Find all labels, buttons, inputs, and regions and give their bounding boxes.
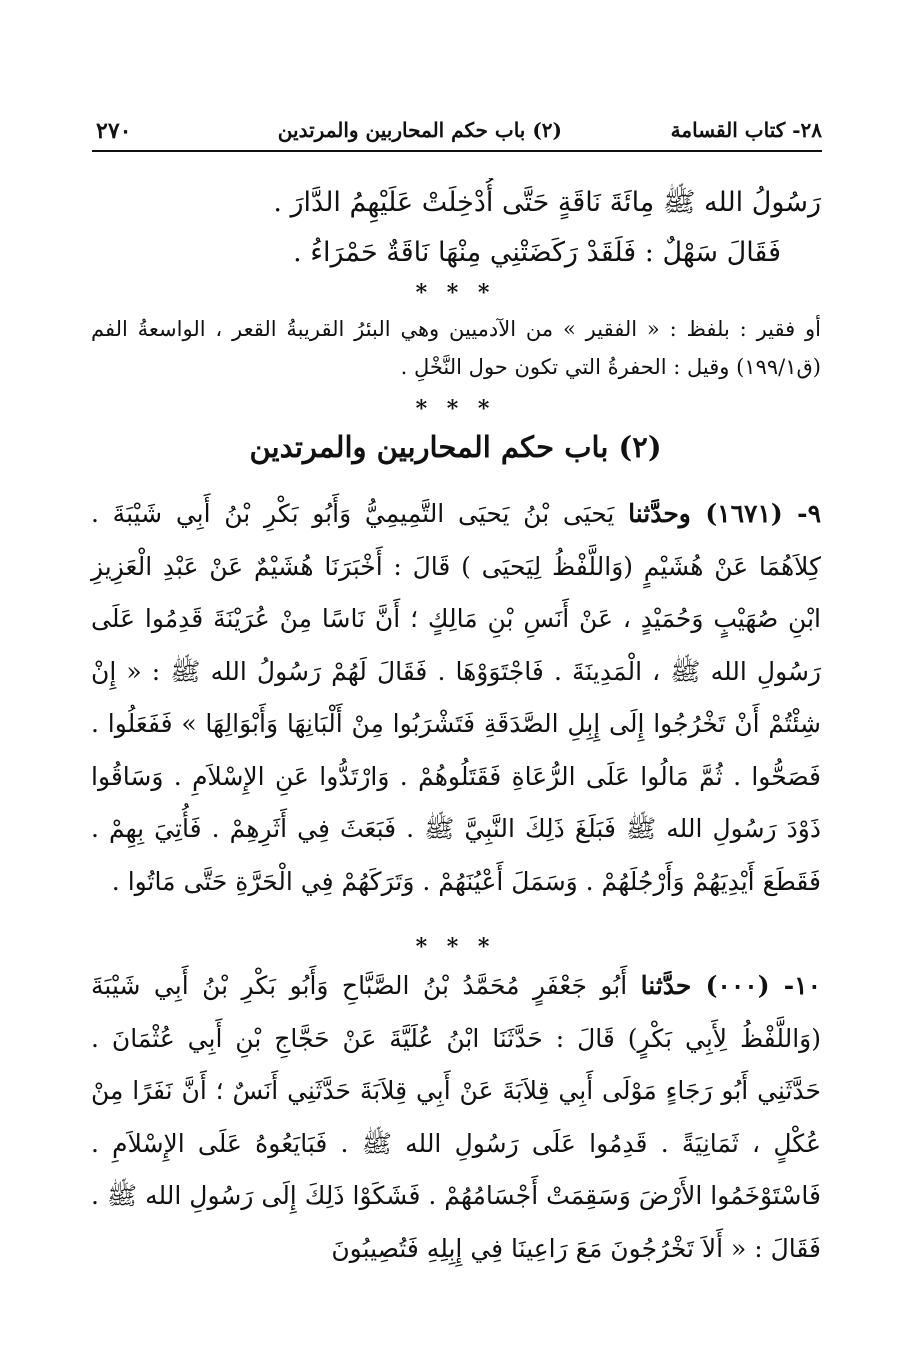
separator-1: * * * xyxy=(415,280,496,306)
hadith-10-number: ١٠- (٠٠٠) حدَّثنا xyxy=(640,971,821,1000)
separator-3: * * * xyxy=(415,934,496,960)
footnote: أو فقير : بلفظ : « الفقير » من الآدميين وهي البئرُ القريبةُ القعر ، الواسعةُ الفم (ق١٩٩/١) وقيل : الحفرةُ التي تكون حول النَّخْلِ . xyxy=(91,317,821,379)
text-line-1: رَسُولُ الله ﷺ مِائَةَ نَاقَةٍ حَتَّى أُدْخِلَتْ عَلَيْهِمُ الدَّارَ . xyxy=(273,187,821,218)
hadith-9-text: يَحيَى بْنُ يَحيَى التَّمِيمِيُّ وَأَبُو بَكْرِ بْنُ أَبِي شَيْبَةَ . كِلاَهُمَا عَنْ هُشَيْمٍ (وَاللَّفْظُ لِيَحيَى ) قَالَ : أَخْبَرَنَا هُشَيْمٌ عَنْ عَبْدِ الْعَزِيزِ ابْنِ صُهَيْبٍ وَحُمَيْدٍ ، عَنْ أَنَسِ بْنِ مَالِكٍ ؛ أَنَّ نَاسًا مِنْ عُرَيْنَةَ قَدِمُوا عَلَى رَسُولِ الله ﷺ ، الْمَدِينَةَ . فَاجْتَوَوْهَا . فَقَالَ لَهُمْ رَسُولُ الله ﷺ : « إِنْ شِئْتُمْ أَنْ تَخْرُجُوا إِلَى إِبِلِ الصَّدَقَةِ فَتَشْرَبُوا مِنْ أَلْبَانِهَا وَأَبْوَالِهَا » فَفَعَلُوا . فَصَحُّوا . ثُمَّ مَالُوا عَلَى الرُّعَاةِ فَقَتَلُوهُمْ . وَارْتَدُّوا عَنِ الإِسْلاَمِ . وَسَاقُوا ذَوْدَ رَسُولِ الله ﷺ فَبَلَغَ ذَلِكَ النَّبِيَّ ﷺ . فَبَعَثَ فِي أَثَرِهِمْ . فَأُتِيَ بِهِمْ . فَقَطَعَ أَيْدِيَهُمْ وَأَرْجُلَهُمْ . وَسَمَلَ أَعْيُنَهُمْ . وَتَرَكَهُمْ فِي الْحَرَّةِ حَتَّى مَاتُوا . xyxy=(91,499,821,896)
text-line-2: فَقَالَ سَهْلٌ : فَلَقَدْ رَكَضَتْنِي مِنْهَا نَاقَةٌ حَمْرَاءُ . xyxy=(293,237,781,268)
book-title: ٢٨- كتاب القسامة xyxy=(670,118,822,142)
separator-2: * * * xyxy=(415,396,496,422)
section-title: (٢) باب حكم المحاربين والمرتدين xyxy=(249,430,662,464)
chapter-title: (٢) باب حكم المحاربين والمرتدين xyxy=(277,118,562,142)
running-header xyxy=(92,108,822,152)
hadith-10 xyxy=(91,960,821,1275)
hadith-9-number: ٩- (١٦٧١) وحدَّثنا xyxy=(628,499,821,528)
page-number: ٢٧٠ xyxy=(96,118,132,144)
hadith-10-text: أَبُو جَعْفَرٍ مُحَمَّدُ بْنُ الصَّبَّاحِ وَأَبُو بَكْرِ بْنُ أَبِي شَيْبَةَ (وَاللَّفْظُ لِأَبِي بَكْرٍ) قَالَ : حَدَّثَنَا ابْنُ عُلَيَّةَ عَنْ حَجَّاجِ بْنِ أَبِي عُثْمَانَ . حَدَّثَنِي أَبُو رَجَاءٍ مَوْلَى أَبِي قِلاَبَةَ عَنْ أَبِي قِلاَبَةَ حَدَّثَنِي أَنَسٌ ؛ أَنَّ نَفَرًا مِنْ عُكْلٍ ، ثَمَانِيَةً . قَدِمُوا عَلَى رَسُولِ الله ﷺ . فَبَايَعُوهُ عَلَى الإِسْلاَمِ . فَاسْتَوْخَمُوا الأَرْضَ وَسَقِمَتْ أَجْسَامُهُمْ . فَشَكَوْا ذَلِكَ إِلَى رَسُولِ الله ﷺ . فَقَالَ : « أَلاَ تَخْرُجُونَ مَعَ رَاعِينَا فِي إِبِلِهِ فَتُصِيبُونَ xyxy=(91,971,821,1263)
hadith-9 xyxy=(91,488,821,908)
